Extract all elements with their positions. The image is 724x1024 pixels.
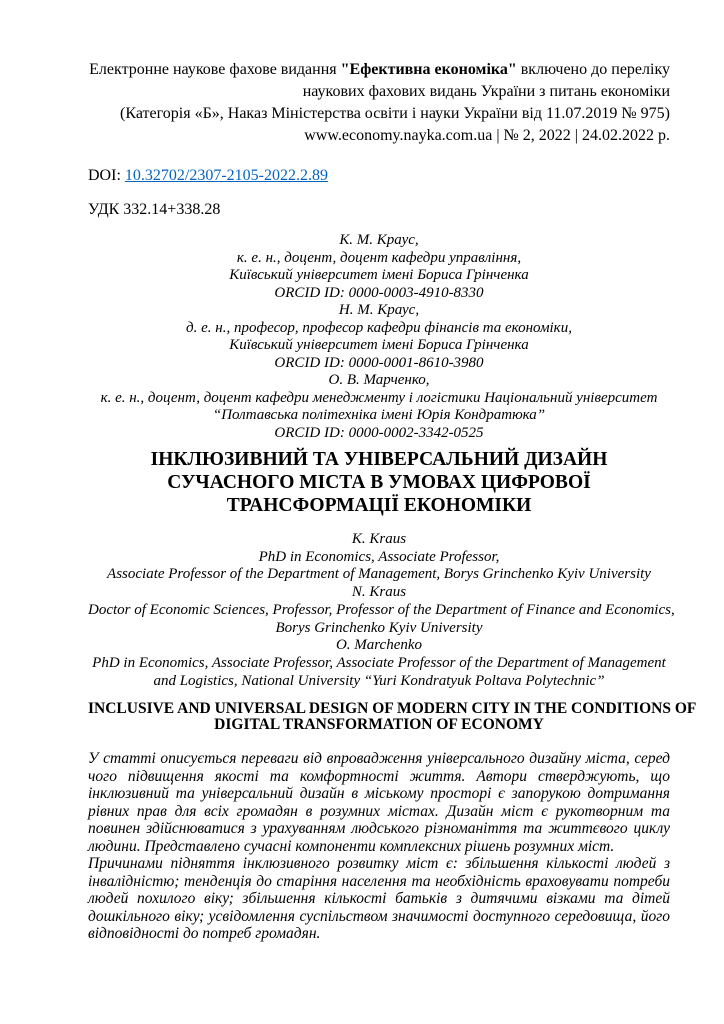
author-uk-orcid: ORCID ID: 0000-0002-3342-0525: [274, 424, 484, 441]
author-uk-orcid: ORCID ID: 0000-0001-8610-3980: [274, 354, 484, 371]
article-title-en: [88, 700, 697, 734]
author-uk-affiliation: Київський університет імені Бориса Грінченка: [229, 337, 529, 353]
author-en-affiliation: and Logistics, National University “Yuri Kondratyuk Poltava Polytechnic”: [153, 672, 605, 689]
title-en-line: INCLUSIVE AND UNIVERSAL DESIGN OF MODERN CITY IN THE CONDITIONS OF: [88, 700, 697, 718]
author-en-affiliation: Associate Professor of the Department of Management, Borys Grinchenko Kyiv University: [107, 566, 651, 583]
title-en-line: DIGITAL TRANSFORMATION OF ECONOMY: [214, 716, 544, 734]
udc-line: УДК 332.14+338.28: [88, 201, 221, 218]
author-uk-affiliation: к. е. н., доцент, доцент кафедри управління,: [236, 249, 522, 266]
header-line-4: www.economy.nayka.com.ua | № 2, 2022 | 24.02.2022 р.: [304, 127, 670, 144]
author-uk-affiliation: Київський університет імені Бориса Грінченка: [229, 267, 529, 283]
doi-label: DOI:: [88, 167, 125, 184]
article-title-uk: [88, 448, 670, 517]
author-en-name: N. Kraus: [351, 584, 407, 601]
author-uk-orcid: ORCID ID: 0000-0003-4910-8330: [274, 284, 484, 301]
authors-en-block: [88, 531, 675, 690]
abstract-paragraph: У статті описується переваги від впровадження універсального дизайну міста, серед чого підвищення якості та комфортності життя. Автори стверджують, що інклюзивний та універсальний дизайн в міському просторі є запорукою дотримання рівних прав для всіх громадян в розумних містах. Дизайн міст є рукотворним та повинен здійснюватися з урахуванням людського різноманіття та життєвого циклу людини. Представлено сучасні компоненти комплексних рішень розумних міст.: [88, 750, 670, 855]
abstract-block: [88, 750, 670, 943]
abstract-paragraph: Причинами підняття інклюзивного розвитку міст є: збільшення кількості людей з інвалідністю; тенденція до старіння населення та необхідність враховувати потреби людей похилого віку; збільшення кількості батьків з дитячими візками та дітей дошкільного віку; усвідомлення суспільством значимості доступного середовища, його відповідності до потреб громадян.: [88, 855, 670, 943]
author-en-name: K. Kraus: [351, 531, 407, 547]
header-line-1: [88, 59, 670, 81]
journal-name: "Ефективна економіка": [340, 61, 517, 78]
header-line-3: (Категорія «Б», Наказ Міністерства освіти і науки України від 11.07.2019 № 975): [120, 105, 670, 122]
title-uk-line: ТРАНСФОРМАЦІЇ ЕКОНОМІКИ: [226, 495, 532, 516]
title-uk-line: ІНКЛЮЗИВНИЙ ТА УНІВЕРСАЛЬНИЙ ДИЗАЙН: [150, 449, 608, 470]
title-uk-line: СУЧАСНОГО МІСТА В УМОВАХ ЦИФРОВОЇ: [167, 472, 591, 493]
author-en-affiliation: PhD in Economics, Associate Professor, Associate Professor of the Department of Management: [92, 654, 666, 671]
author-uk-name: К. М. Краус,: [339, 232, 419, 248]
authors-uk-block: [88, 232, 670, 442]
header-line-1-prefix: Електронне наукове фахове видання: [89, 61, 341, 78]
author-en-name: O. Marchenko: [335, 637, 423, 654]
journal-header: [88, 59, 670, 147]
author-en-affiliation: Borys Grinchenko Kyiv University: [275, 619, 483, 636]
author-uk-name: Н. М. Краус,: [338, 302, 420, 318]
author-uk-affiliation: к. е. н., доцент, доцент кафедри менеджменту і логістики Національний університет: [100, 389, 658, 406]
author-uk-affiliation: д. е. н., професор, професор кафедри фінансів та економіки,: [186, 319, 572, 336]
author-en-affiliation: Doctor of Economic Sciences, Professor, Professor of the Department of Finance and Economics,: [88, 601, 675, 618]
author-en-affiliation: PhD in Economics, Associate Professor,: [258, 548, 500, 565]
header-line-2: наукових фахових видань України з питань економіки: [302, 83, 670, 100]
header-line-1-suffix: включено до переліку: [516, 61, 670, 78]
author-uk-affiliation: “Полтавська політехніка імені Юрія Кондратюка”: [212, 407, 546, 423]
doi-link[interactable]: 10.32702/2307-2105-2022.2.89: [124, 167, 328, 184]
author-uk-name: О. В. Марченко,: [328, 372, 430, 388]
doi-line: [88, 165, 670, 187]
